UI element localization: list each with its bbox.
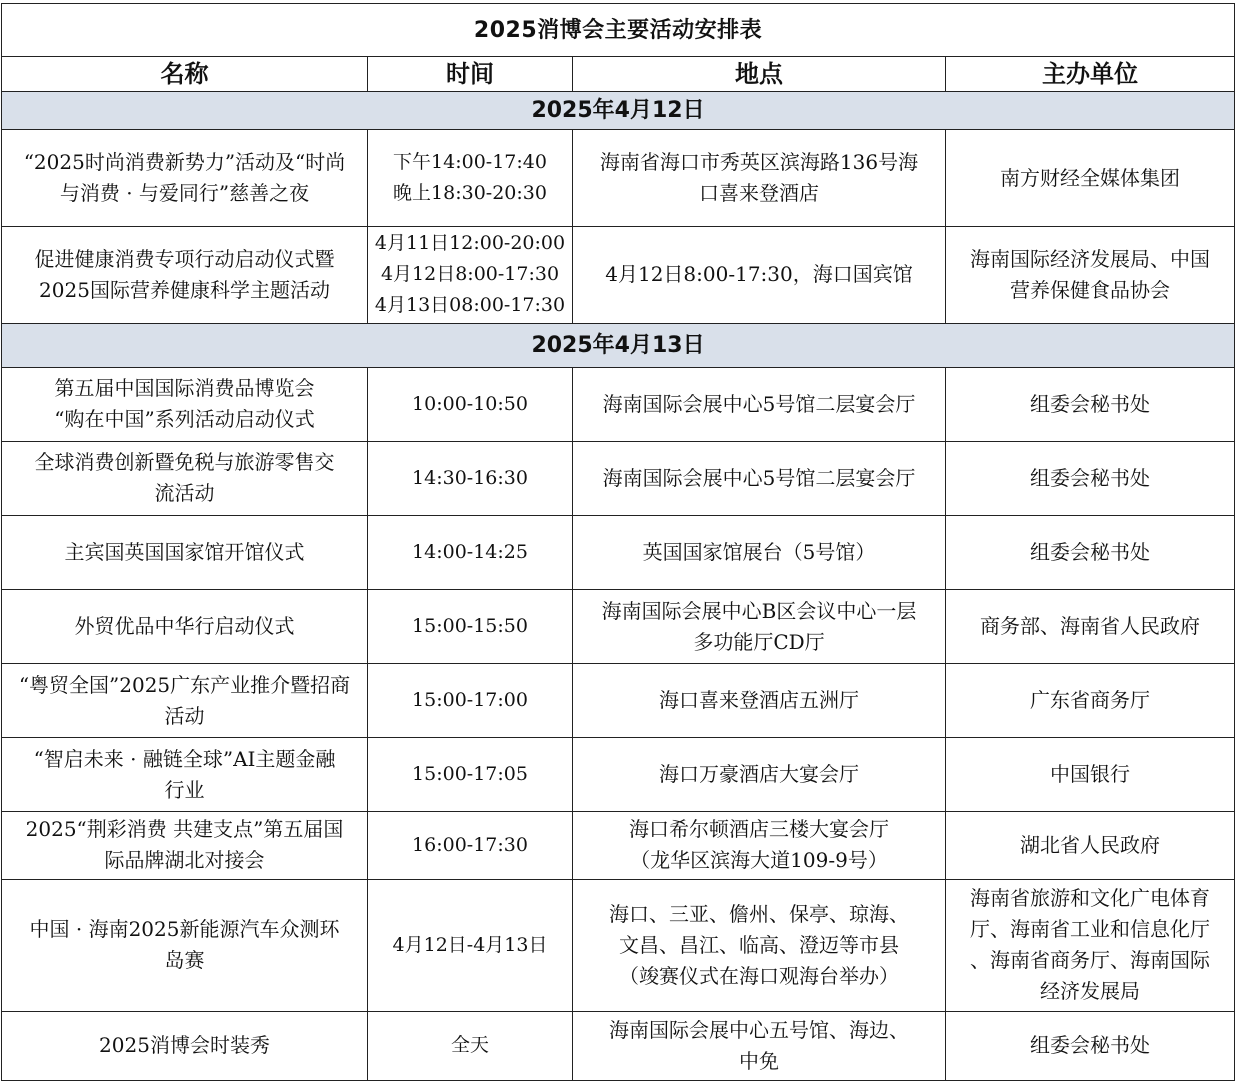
cell-name [2,590,368,664]
cell-text-line: 海南国际会展中心5号馆二层宴会厅 [602,391,916,416]
table-row [2,812,1235,879]
cell-name [2,664,368,738]
cell-text-line: 南方财经全媒体集团 [1000,165,1181,190]
cell-text-line: 海口、三亚、儋州、保亭、琼海、 [609,901,909,926]
cell-text-line: 第五届中国国际消费品博览会 [54,376,315,401]
cell-text-line: 16:00-17:30 [412,833,528,856]
cell-text-line: 主宾国英国国家馆开馆仪式 [64,539,305,564]
cell-text-line: 中免 [739,1048,779,1073]
cell-text-line: 厅、海南省工业和信息化厅 [970,917,1211,942]
cell-text-line: 组委会秘书处 [1030,539,1151,564]
title-row [2,4,1235,57]
cell-time [368,738,573,812]
cell-text-line: 与消费 · 与爱同行”慈善之夜 [59,181,310,206]
cell-text-line: 多功能厅CD厅 [693,629,825,654]
cell-time [368,367,573,441]
cell-time [368,130,573,227]
cell-text-line: 促进健康消费专项行动启动仪式暨 [34,246,335,271]
cell-place [573,130,946,227]
cell-text-line: 营养保健食品协会 [1010,277,1171,302]
cell-organizer [946,130,1235,227]
cell-text-line: 湖北省人民政府 [1020,832,1161,857]
cell-text-line: 岛赛 [164,948,205,973]
cell-name [2,130,368,227]
cell-text-line: 文昌、昌江、临高、澄迈等市县 [619,932,899,957]
cell-name [2,227,368,323]
table-title: 2025消博会主要活动安排表 [2,4,1235,57]
cell-text-line: “2025时尚消费新势力”活动及“时尚 [23,150,346,175]
cell-text-line: 2025国际营养健康科学主题活动 [39,277,330,302]
table-row [2,515,1235,589]
cell-organizer [946,227,1235,323]
cell-place [573,441,946,515]
cell-time [368,812,573,879]
header-row [2,57,1235,92]
cell-text-line: “粤贸全国”2025广东产业推介暨招商 [18,672,351,697]
cell-organizer [946,664,1235,738]
cell-place [573,1011,946,1080]
cell-text-line: 海南国际会展中心B区会议中心一层 [601,598,917,623]
cell-place [573,664,946,738]
cell-organizer [946,1011,1235,1080]
cell-text-line: 活动 [164,703,205,728]
cell-text-line: 海南省旅游和文化广电体育 [970,886,1211,911]
table-row [2,367,1235,441]
cell-text-line: 海口万豪酒店大宴会厅 [659,762,859,787]
activity-schedule-table [1,3,1235,1081]
cell-organizer [946,367,1235,441]
table-row [2,1011,1235,1080]
cell-text-line: 组委会秘书处 [1030,1033,1151,1058]
cell-text-line: 15:00-17:05 [412,763,528,786]
cell-text-line: 海南国际会展中心5号馆二层宴会厅 [602,465,916,490]
cell-text-line: （龙华区滨海大道109-9号） [630,848,888,873]
cell-place [573,515,946,589]
cell-text-line: 行业 [164,777,205,802]
cell-text-line: 4月12日8:00-17:30，海口国宾馆 [605,262,913,287]
cell-text-line: “购在中国”系列活动启动仪式 [54,407,315,432]
cell-text-line: 英国国家馆展台（5号馆） [642,539,876,564]
cell-name [2,1011,368,1080]
cell-place [573,812,946,879]
header-time: 时间 [368,57,573,92]
date-section-label: 2025年4月12日 [2,92,1235,130]
cell-time [368,441,573,515]
date-section-row [2,323,1235,367]
cell-text-line: 晚上18:30-20:30 [393,182,547,205]
schedule-body [2,4,1235,1081]
cell-text-line: 口喜来登酒店 [699,181,819,206]
date-section-row [2,92,1235,130]
cell-organizer [946,441,1235,515]
cell-place [573,879,946,1011]
cell-name [2,515,368,589]
cell-time [368,590,573,664]
cell-text-line: 10:00-10:50 [412,392,528,415]
cell-text-line: 全球消费创新暨免税与旅游零售交 [34,450,335,475]
cell-text-line: 际品牌湖北对接会 [104,848,265,873]
header-organizer: 主办单位 [946,57,1235,92]
cell-name [2,441,368,515]
cell-name [2,367,368,441]
cell-text-line: 、海南省商务厅、海南国际 [970,948,1211,973]
cell-text-line: 海口希尔顿酒店三楼大宴会厅 [629,817,889,842]
cell-place [573,590,946,664]
cell-text-line: 15:00-15:50 [412,615,528,638]
cell-organizer [946,515,1235,589]
cell-text-line: 海口喜来登酒店五洲厅 [659,688,859,713]
cell-text-line: 海南国际经济发展局、中国 [970,246,1211,271]
cell-text-line: 海南国际会展中心五号馆、海边、 [609,1017,909,1042]
cell-time [368,1011,573,1080]
cell-text-line: “智启未来 · 融链全球”AI主题金融 [33,746,336,771]
cell-text-line: 流活动 [154,481,215,506]
cell-text-line: 4月11日12:00-20:00 [374,232,566,255]
cell-text-line: 全天 [450,1034,489,1057]
cell-text-line: 组委会秘书处 [1030,391,1151,416]
cell-name [2,738,368,812]
cell-text-line: 2025消博会时装秀 [99,1033,270,1058]
cell-organizer [946,590,1235,664]
cell-time [368,515,573,589]
cell-text-line: （竣赛仪式在海口观海台举办） [619,963,899,988]
cell-text-line: 4月12日-4月13日 [392,933,548,956]
cell-text-line: 商务部、海南省人民政府 [980,614,1201,639]
table-row [2,227,1235,323]
table-row [2,738,1235,812]
cell-name [2,812,368,879]
cell-text-line: 2025“荆彩消费 共建支点”第五届国 [25,817,344,842]
cell-organizer [946,812,1235,879]
cell-text-line: 14:30-16:30 [412,466,528,489]
cell-text-line: 中国银行 [1050,762,1131,787]
cell-text-line: 14:00-14:25 [412,540,528,563]
table-row [2,664,1235,738]
cell-text-line: 组委会秘书处 [1030,465,1151,490]
cell-time [368,227,573,323]
cell-text-line: 下午14:00-17:40 [393,151,547,174]
table-row [2,441,1235,515]
cell-text-line: 广东省商务厅 [1030,688,1151,713]
header-place: 地点 [573,57,946,92]
cell-text-line: 经济发展局 [1040,979,1141,1004]
table-row [2,130,1235,227]
cell-text-line: 4月13日08:00-17:30 [374,294,566,317]
cell-text-line: 中国 · 海南2025新能源汽车众测环 [29,917,340,942]
cell-text-line: 外贸优品中华行启动仪式 [74,614,295,639]
table-row [2,879,1235,1011]
date-section-label: 2025年4月13日 [2,323,1235,367]
cell-organizer [946,879,1235,1011]
cell-place [573,738,946,812]
cell-place [573,367,946,441]
cell-time [368,664,573,738]
cell-name [2,879,368,1011]
table-row [2,590,1235,664]
cell-time [368,879,573,1011]
cell-text-line: 海南省海口市秀英区滨海路136号海 [599,150,919,175]
cell-text-line: 15:00-17:00 [412,689,528,712]
header-name: 名称 [2,57,368,92]
cell-place [573,227,946,323]
cell-organizer [946,738,1235,812]
cell-text-line: 4月12日8:00-17:30 [380,263,560,286]
